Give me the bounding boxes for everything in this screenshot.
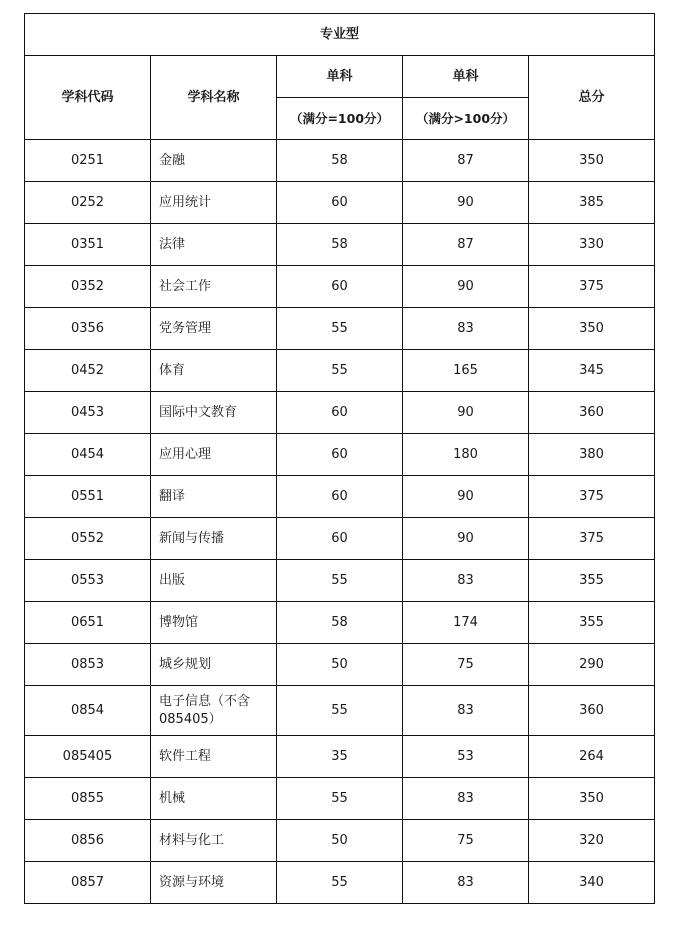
table-row (25, 140, 655, 182)
table-row (25, 308, 655, 350)
cell-code: 0552 (25, 518, 151, 560)
title-row (25, 14, 655, 56)
cell-code: 0356 (25, 308, 151, 350)
cell-single-over-100: 75 (403, 820, 529, 862)
cell-total: 385 (529, 182, 655, 224)
cell-name: 材料与化工 (151, 820, 277, 862)
cell-code: 0352 (25, 266, 151, 308)
cell-total: 375 (529, 476, 655, 518)
cell-total: 350 (529, 778, 655, 820)
cell-single-over-100: 180 (403, 434, 529, 476)
cell-code: 0856 (25, 820, 151, 862)
table-row (25, 644, 655, 686)
cell-total: 355 (529, 560, 655, 602)
table-row (25, 434, 655, 476)
cell-total: 380 (529, 434, 655, 476)
table-row (25, 736, 655, 778)
cell-code: 0351 (25, 224, 151, 266)
header-single-over-100-note: （满分>100分） (403, 98, 529, 140)
cell-single-over-100: 75 (403, 644, 529, 686)
cell-single-over-100: 90 (403, 392, 529, 434)
table-row (25, 560, 655, 602)
header-single-100-note: （满分=100分） (277, 98, 403, 140)
cell-total: 340 (529, 862, 655, 904)
table-row (25, 392, 655, 434)
cell-code: 0252 (25, 182, 151, 224)
cell-single-over-100: 90 (403, 266, 529, 308)
cell-single-100: 58 (277, 140, 403, 182)
cell-name: 体育 (151, 350, 277, 392)
cell-code: 0854 (25, 686, 151, 736)
cell-name: 新闻与传播 (151, 518, 277, 560)
cell-name: 应用心理 (151, 434, 277, 476)
table-row (25, 224, 655, 266)
cell-name: 国际中文教育 (151, 392, 277, 434)
table-row (25, 518, 655, 560)
cell-single-100: 60 (277, 392, 403, 434)
table-row (25, 602, 655, 644)
cell-single-100: 60 (277, 518, 403, 560)
cell-name: 法律 (151, 224, 277, 266)
table-title: 专业型 (25, 14, 655, 56)
cell-single-100: 55 (277, 308, 403, 350)
cell-total: 360 (529, 686, 655, 736)
cell-total: 290 (529, 644, 655, 686)
cell-code: 0553 (25, 560, 151, 602)
header-single-over-100: 单科 (403, 56, 529, 98)
cell-single-100: 60 (277, 182, 403, 224)
cell-name: 社会工作 (151, 266, 277, 308)
cell-name: 机械 (151, 778, 277, 820)
score-table (24, 13, 655, 904)
cell-single-100: 55 (277, 862, 403, 904)
cell-total: 375 (529, 518, 655, 560)
cell-single-100: 50 (277, 644, 403, 686)
cell-single-100: 60 (277, 434, 403, 476)
header-single-100: 单科 (277, 56, 403, 98)
cell-single-100: 55 (277, 560, 403, 602)
cell-single-over-100: 83 (403, 308, 529, 350)
cell-code: 0251 (25, 140, 151, 182)
cell-single-over-100: 174 (403, 602, 529, 644)
cell-single-100: 55 (277, 686, 403, 736)
cell-total: 330 (529, 224, 655, 266)
cell-code: 0454 (25, 434, 151, 476)
cell-code: 085405 (25, 736, 151, 778)
header-total: 总分 (529, 56, 655, 140)
cell-code: 0452 (25, 350, 151, 392)
cell-single-over-100: 83 (403, 778, 529, 820)
cell-name: 资源与环境 (151, 862, 277, 904)
cell-code: 0551 (25, 476, 151, 518)
table-row (25, 686, 655, 736)
cell-single-over-100: 90 (403, 518, 529, 560)
cell-total: 350 (529, 308, 655, 350)
cell-code: 0651 (25, 602, 151, 644)
cell-single-over-100: 90 (403, 476, 529, 518)
cell-single-over-100: 165 (403, 350, 529, 392)
cell-total: 350 (529, 140, 655, 182)
cell-name: 应用统计 (151, 182, 277, 224)
table-row (25, 476, 655, 518)
cell-single-over-100: 83 (403, 686, 529, 736)
cell-single-100: 55 (277, 350, 403, 392)
cell-name: 翻译 (151, 476, 277, 518)
table-row (25, 350, 655, 392)
cell-name: 电子信息（不含085405） (151, 686, 277, 736)
header-code: 学科代码 (25, 56, 151, 140)
cell-name: 城乡规划 (151, 644, 277, 686)
cell-single-100: 58 (277, 224, 403, 266)
cell-single-over-100: 90 (403, 182, 529, 224)
header-name: 学科名称 (151, 56, 277, 140)
cell-single-100: 50 (277, 820, 403, 862)
cell-single-over-100: 87 (403, 140, 529, 182)
cell-code: 0857 (25, 862, 151, 904)
cell-single-over-100: 83 (403, 862, 529, 904)
cell-name: 党务管理 (151, 308, 277, 350)
table-row (25, 182, 655, 224)
cell-code: 0453 (25, 392, 151, 434)
cell-total: 264 (529, 736, 655, 778)
cell-name: 出版 (151, 560, 277, 602)
cell-total: 360 (529, 392, 655, 434)
cell-single-over-100: 83 (403, 560, 529, 602)
cell-code: 0855 (25, 778, 151, 820)
table-row (25, 862, 655, 904)
cell-single-100: 35 (277, 736, 403, 778)
cell-code: 0853 (25, 644, 151, 686)
cell-single-100: 60 (277, 476, 403, 518)
cell-single-over-100: 53 (403, 736, 529, 778)
cell-total: 345 (529, 350, 655, 392)
table-row (25, 820, 655, 862)
cell-total: 375 (529, 266, 655, 308)
cell-name: 博物馆 (151, 602, 277, 644)
cell-name: 金融 (151, 140, 277, 182)
table-row (25, 266, 655, 308)
cell-single-100: 58 (277, 602, 403, 644)
cell-total: 320 (529, 820, 655, 862)
cell-name: 软件工程 (151, 736, 277, 778)
cell-single-100: 60 (277, 266, 403, 308)
cell-total: 355 (529, 602, 655, 644)
table-row (25, 778, 655, 820)
cell-single-over-100: 87 (403, 224, 529, 266)
cell-single-100: 55 (277, 778, 403, 820)
header-row (25, 56, 655, 98)
